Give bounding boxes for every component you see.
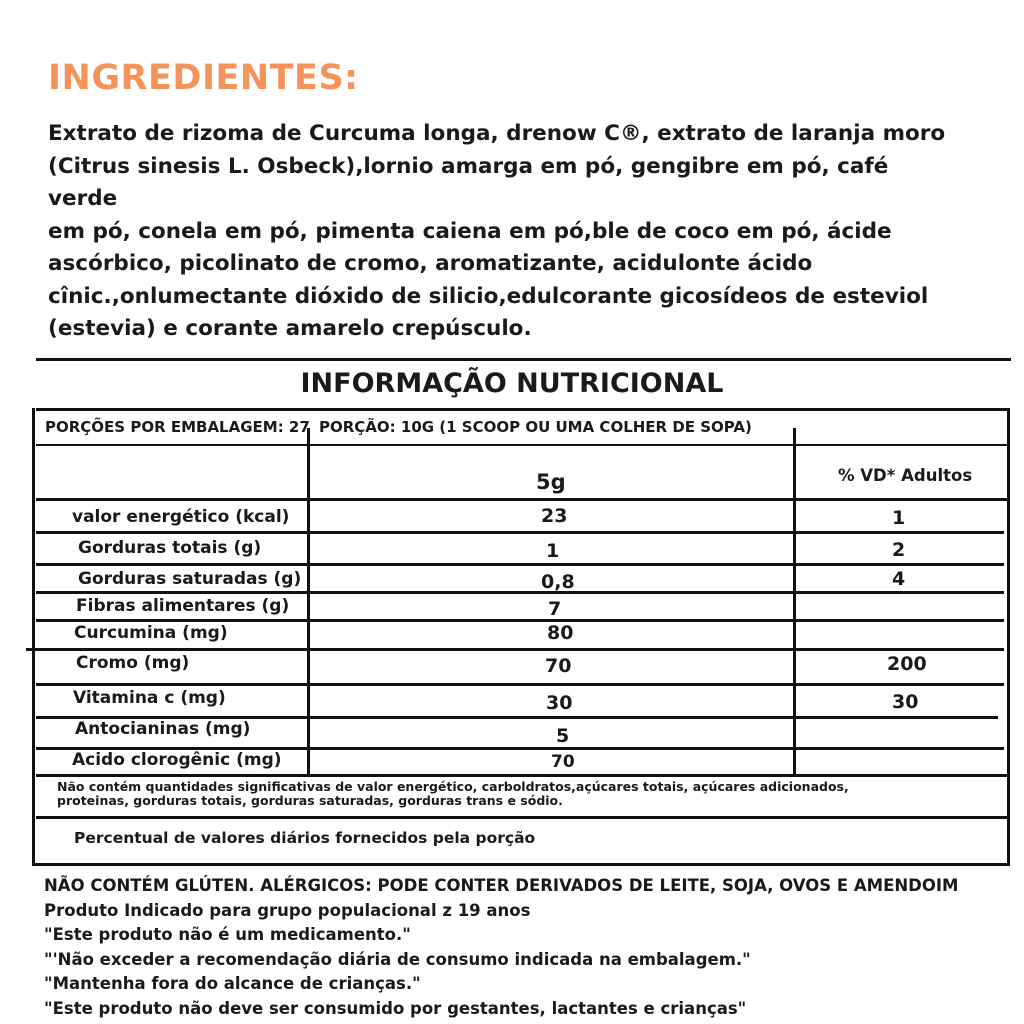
nutrient-label: Curcumina (mg) — [74, 623, 228, 643]
portions-per-package: PORÇÕES POR EMBALAGEM: 27 — [45, 418, 310, 436]
row-rule — [36, 563, 1004, 566]
warning-line: Produto Indicado para grupo populacional z 19 anos — [44, 900, 531, 920]
ingredients-line: ascórbico, picolinato de cromo, aromatizante, acidulonte ácido — [48, 251, 813, 276]
row-rule — [36, 619, 1004, 622]
nutrient-label: Gorduras saturadas (g) — [78, 569, 302, 589]
top-rule — [36, 358, 1011, 361]
nutrient-amount: 70 — [551, 752, 575, 772]
not-significant-note: Não contém quantidades significativas de valor energético, carboldratos,açúcares totais, açúcares adicionados, proteinas, gorduras totais, gorduras saturadas, gorduras trans e sódio. — [57, 779, 849, 808]
ingredients-line: em pó, conela em pó, pimenta caiena em pó,ble de coco em pó, ácide — [48, 218, 892, 244]
row-rule — [36, 444, 1010, 446]
row-rule — [36, 531, 1004, 534]
nutrient-label: Acido clorogênic (mg) — [72, 750, 282, 770]
nutrition-title: INFORMAÇÃO NUTRICIONAL — [300, 368, 724, 399]
table-border-right — [1007, 408, 1010, 866]
column-rule — [307, 428, 310, 774]
ingredients-title: INGREDIENTES: — [48, 58, 359, 98]
portion-size: PORÇÃO: 10G (1 SCOOP OU UMA COLHER DE SOPA) — [319, 418, 752, 436]
row-rule — [36, 816, 1010, 819]
nutrient-amount: 23 — [541, 505, 568, 527]
percent-daily-note: Percentual de valores diários fornecidos pela porção — [74, 829, 536, 847]
row-rule — [36, 498, 1010, 501]
nutrient-amount: 0,8 — [541, 571, 575, 593]
warning-line: "Este produto não é um medicamento." — [44, 925, 411, 944]
nutrient-dv: 4 — [892, 568, 906, 590]
row-rule — [36, 774, 1010, 777]
nutrient-label: Gorduras totais (g) — [78, 538, 262, 558]
nutrient-label: Antocianinas (mg) — [75, 719, 251, 739]
nutrient-amount: 5 — [556, 725, 570, 747]
nutrient-dv: 2 — [892, 539, 906, 561]
dv-column-header: % VD* Adultos — [838, 466, 973, 485]
ingredients-line: (estevia) e corante amarelo crepúsculo. — [48, 316, 532, 341]
row-rule — [36, 683, 1004, 686]
ingredients-line: Extrato de rizoma de Curcuma longa, drenow C®, extrato de laranja moro — [48, 121, 946, 146]
row-rule — [26, 648, 1004, 651]
ingredients-line: (Citrus sinesis L. Osbeck),lornio amarga em pó, gengibre em pó, café verde — [48, 153, 889, 211]
warning-line: "Mantenha fora do alcance de crianças." — [44, 974, 421, 993]
nutrient-amount: 70 — [545, 655, 572, 677]
nutrient-amount: 30 — [546, 692, 573, 714]
ingredients-text — [48, 118, 948, 346]
warning-line: "Este produto não deve ser consumido por gestantes, lactantes e crianças" — [44, 998, 747, 1018]
nutrient-label: valor energético (kcal) — [72, 507, 290, 527]
warning-line: "'Não exceder a recomendação diária de consumo indicada na embalagem." — [44, 949, 751, 969]
nutrient-dv: 200 — [887, 653, 927, 675]
nutrient-label: Fibras alimentares (g) — [76, 596, 290, 616]
nutrient-amount: 80 — [547, 622, 574, 644]
column-rule — [793, 428, 796, 774]
nutrient-amount: 7 — [548, 598, 562, 620]
nutrient-dv: 1 — [892, 507, 906, 529]
table-border-left — [32, 408, 35, 866]
nutrient-label: Vitamina c (mg) — [73, 688, 226, 708]
row-rule — [36, 591, 1004, 594]
nutrient-label: Cromo (mg) — [76, 653, 190, 673]
nutrient-dv: 30 — [892, 691, 919, 713]
table-border-bottom — [32, 863, 1010, 866]
nutrient-amount: 1 — [546, 540, 560, 562]
table-border-top — [36, 408, 1010, 411]
amount-column-header: 5g — [536, 470, 566, 494]
allergen-warning: NÃO CONTÉM GLÚTEN. ALÉRGICOS: PODE CONTER DERIVADOS DE LEITE, SOJA, OVOS E AMENDOIM — [44, 876, 959, 895]
footer-warnings — [44, 874, 958, 1021]
ingredients-line: cînic.,onlumectante dióxido de silicio,edulcorante gicosídeos de esteviol — [48, 283, 929, 309]
